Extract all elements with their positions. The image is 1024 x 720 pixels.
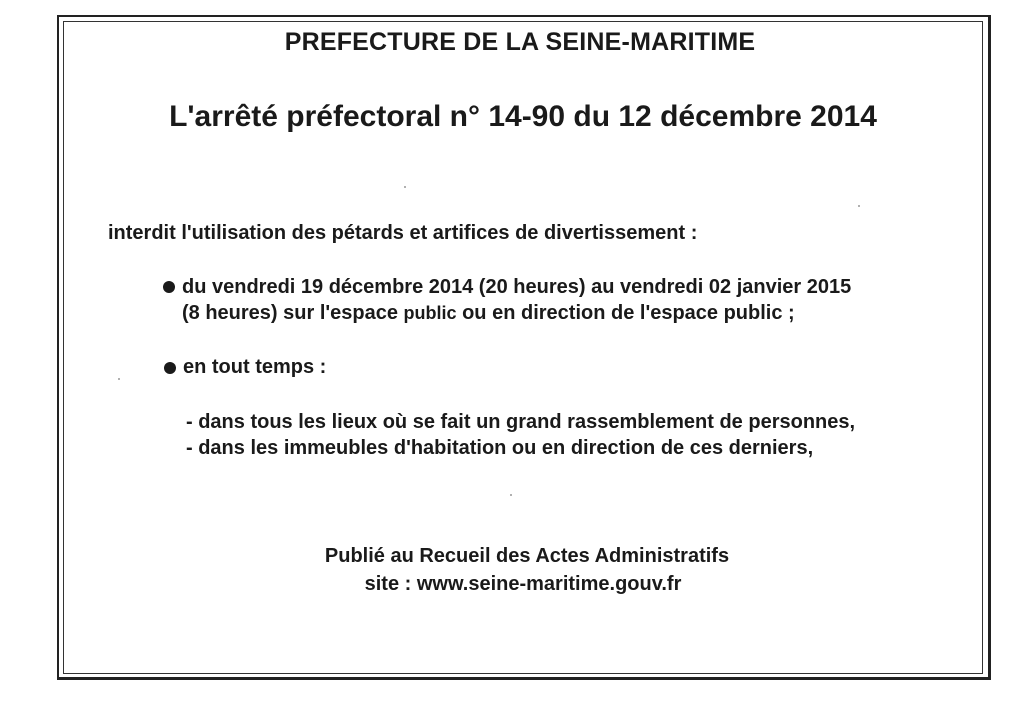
bullet-1-line-2-part-c: ou en direction de l'espace public ; (456, 302, 795, 324)
bullet-1-line-1: du vendredi 19 décembre 2014 (20 heures) au vendredi 02 janvier 2015 (182, 276, 852, 298)
publication-line: Publié au Recueil des Actes Administratifs (324, 545, 730, 567)
bullet-2-label: en tout temps : (183, 356, 327, 378)
bullet-1-line-2-part-b: public (403, 303, 457, 323)
scan-speck (404, 186, 406, 188)
bullet-dot-icon (163, 281, 175, 293)
bullet-dot-icon (164, 362, 176, 374)
bullet-2-item: - dans les immeubles d'habitation ou en direction de ces derniers, (186, 437, 814, 459)
bullet-1-line-2-part-a: (8 heures) sur l'espace (182, 302, 404, 324)
decree-intro: interdit l'utilisation des pétards et artifices de divertissement : (108, 222, 698, 244)
prefecture-header: PREFECTURE DE LA SEINE-MARITIME (284, 28, 756, 56)
bullet-1-line-2 (182, 302, 795, 325)
bullet-2-item: - dans tous les lieux où se fait un grand rassemblement de personnes, (186, 411, 856, 433)
publication-site: site : www.seine-maritime.gouv.fr (364, 573, 682, 595)
scan-speck (510, 494, 512, 496)
scan-speck (858, 205, 860, 207)
scan-speck (118, 378, 120, 380)
decree-title: L'arrêté préfectoral n° 14-90 du 12 décembre 2014 (169, 100, 877, 133)
